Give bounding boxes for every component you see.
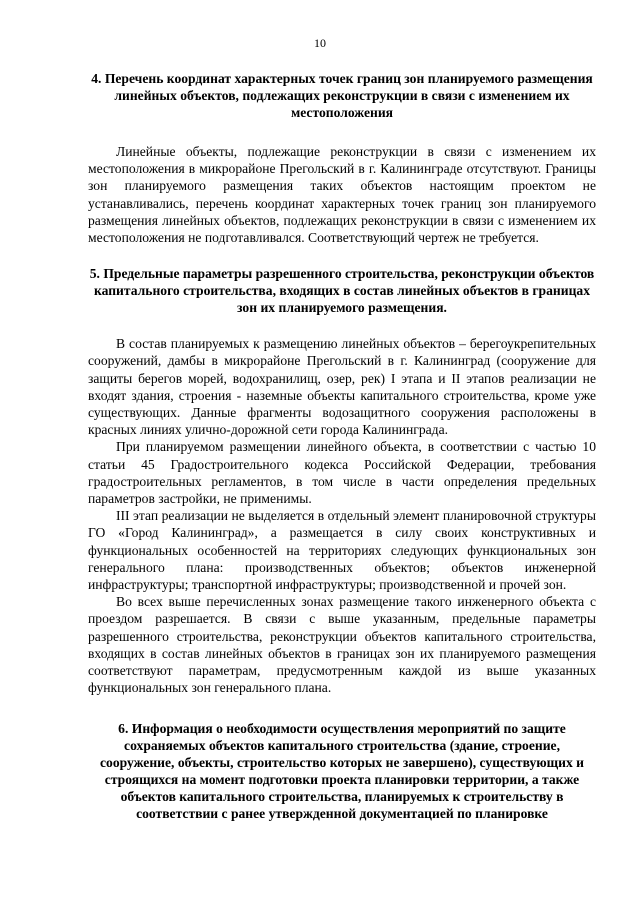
section-5-heading: 5. Предельные параметры разрешенного строительства, реконструкции объектов капитального строительства, входящих в состав линейных объектов в границах зон их планируемого размещения. (89, 266, 595, 316)
section-4-heading: 4. Перечень координат характерных точек границ зон планируемого размещения линейных объектов, подлежащих реконструкции в связи с изменением их местоположения (91, 71, 593, 120)
section-5-paragraph: III этап реализации не выделяется в отдельный элемент планировочной структуры ГО «Город Калининград», а размещается в силу своих конструктивных и функциональных особенностей на территориях следующих функциональных зон генерального плана: производственных объектов; объектов инженерной инфраструктуры; транспортной инфраструктуры; производственной и прочей зон. (88, 508, 596, 593)
section-4-paragraph: Линейные объекты, подлежащие реконструкции в связи с изменением их местоположения в микрорайоне Прегольский в г. Калининграде отсутствуют. Границы зон планируемого размещения таких объектов настоящим проектом не устанавливались, перечень координат характерных точек границ зон планируемого размещения линейных объектов, подлежащих реконструкции в связи с изменением их местоположения не подготавливался. Соответствующий чертеж не требуется. (88, 144, 596, 246)
page-number: 10 (314, 36, 326, 50)
section-6-heading: 6. Информация о необходимости осуществления мероприятий по защите сохраняемых объектов капитального строительства (здание, строение, сооружение, объекты, строительство которых не завершено), существующих и строящихся на момент подготовки проекта планировки территории, а также объектов капитального строительства, планируемых к строительству в соответствии с ранее утвержденной документацией по планировке (99, 721, 584, 822)
section-5-paragraph: При планируемом размещении линейного объекта, в соответствии с частью 10 статьи 45 Градостроительного кодекса Российской Федерации, требования градостроительных регламентов, в том числе в части определения предельных параметров застройки, не применимы. (88, 439, 596, 507)
section-5-paragraph: В состав планируемых к размещению линейных объектов – берегоукрепительных сооружений, дамбы в микрорайоне Прегольский в г. Калининград (сооружение для защиты берегов морей, водохранилищ, озер, рек) I этапа и II этапов реализации не входят здания, строения - наземные объекты капитального строительства, кроме уже существующих. Данные фрагменты водозащитного сооружения расположены в красных линиях улично-дорожной сети города Калининграда. (88, 336, 596, 438)
section-5-paragraph: Во всех выше перечисленных зонах размещение такого инженерного объекта с проездом разрешается. В связи с выше указанным, предельные параметры разрешенного строительства, реконструкции объектов капитального строительства, входящих в состав линейных объектов в границах зон их планируемого размещения соответствуют параметрам, предусмотренным каждой из выше указанных функциональных зон генерального плана. (88, 594, 596, 696)
document-body (88, 64, 596, 822)
section-5-body (88, 335, 596, 696)
